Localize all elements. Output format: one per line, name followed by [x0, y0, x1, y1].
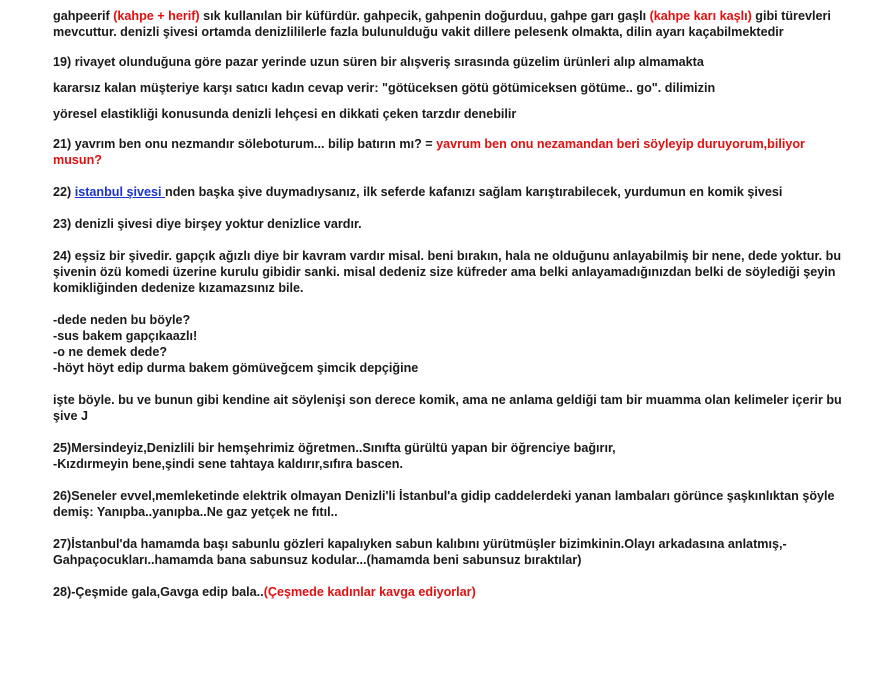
paragraph-19-line2: kararsız kalan müşteriye karşı satıcı kadın cevap verir: "götüceksen götü götümiceksen götüme.. go". dilimizin: [53, 81, 716, 95]
red-gloss: (kahpe karı kaşlı): [649, 9, 752, 23]
paragraph-23: 23) denizli şivesi diye birşey yoktur denizlice vardır.: [53, 217, 362, 231]
text-run: 28)-Çeşmide gala,Gavga edip bala..: [53, 585, 264, 599]
paragraph-27: 27)İstanbul'da hamamda başı sabunlu gözleri kapalıyken sabun kalıbını yürütmüşler bizimkinin.Olayı arkadasına anlatmış,-Gahpaçocukları..hamamda bana sabunsuz kodular...(hamamda beni sabunsuz bıraktılar): [53, 537, 787, 567]
paragraph-iste: işte böyle. bu ve bunun gibi kendine ait söylenişi son derece komik, ama ne anlama geldiği tam bir muamma olan kelimeler içerir bu şive J: [53, 393, 842, 423]
paragraph-21: [53, 136, 843, 168]
text-run: 22): [53, 185, 75, 199]
dialog-line: -dede neden bu böyle?: [53, 313, 191, 327]
paragraph-26: 26)Seneler evvel,memleketinde elektrik olmayan Denizli'li İstanbul'a gidip caddelerdeki yanan lambaları görünce şaşkınlıktan şöyle demiş: Yanıpba..yanıpba..Ne gaz yetçek ne fıtıl..: [53, 489, 835, 519]
dialog-block: [53, 312, 843, 376]
text-run: gahpeerif: [53, 9, 114, 23]
paragraph-24: 24) eşsiz bir şivedir. gapçık ağızlı diye bir kavram vardır misal. beni bırakın, hala ne olduğunu anlayabilmiş bir nene, dede yoktur. bu şivenin özü komedi üzerine kurulu gibidir sanki. misal dedeniz size küfreder ama belki anlayamadığınızdan belki de söylediği şeyin komikliğinden dedenize kızamazsınız bile.: [53, 249, 842, 295]
document-body: [53, 8, 843, 600]
dialog-line: -sus bakem gapçıkaazlı!: [53, 329, 198, 343]
paragraph-19-line1: 19) rivayet olunduğuna göre pazar yerinde uzun süren bir alışveriş sırasında güzelim ürünleri alıp almamakta: [53, 55, 704, 69]
text-run: 21) yavrım ben onu nezmandır söleboturum... bilip batırın mı? =: [53, 137, 437, 151]
text-run: sık kullanılan bir küfürdür. gahpecik, gahpenin doğurduu, gahpe garı gaşlı: [199, 9, 650, 23]
paragraph-gahpeerif: [53, 8, 843, 40]
paragraph-19-line3: yöresel elastikliği konusunda denizli lehçesi en dikkati çeken tarzdır denebilir: [53, 107, 517, 121]
paragraph-22: [53, 184, 843, 200]
text-run: nden başka şive duymadıysanız, ilk seferde kafanızı sağlam karıştırabilecek, yurdumun en komik şivesi: [165, 185, 783, 199]
red-gloss: yavrum ben onu nezamandan beri söyleyip duruyorum,biliyor musun?: [53, 137, 805, 167]
text-run: gibi türevleri mevcuttur. denizli şivesi ortamda denizlililerle fazla bulunulduğu vakit dillere pelesenk olmakta, dilin ayarı kaçabilmektedir: [53, 9, 831, 39]
red-gloss: (kahpe + herif): [113, 9, 200, 23]
red-gloss: (Çeşmede kadınlar kavga ediyorlar): [263, 585, 476, 599]
paragraph-28: [53, 584, 843, 600]
dialog-line: -o ne demek dede?: [53, 345, 168, 359]
paragraph-25-line2: -Kızdırmeyin bene,şindi sene tahtaya kaldırır,sıfıra bascen.: [53, 457, 403, 471]
dialog-line: -höyt höyt edip durma bakem gömüveğcem şimcik depçiğine: [53, 361, 419, 375]
paragraph-25-line1: 25)Mersindeyiz,Denizlili bir hemşehrimiz öğretmen..Sınıfta gürültü yapan bir öğrenciye bağırır,: [53, 441, 616, 455]
istanbul-sivesi-link[interactable]: istanbul şivesi: [74, 185, 165, 199]
